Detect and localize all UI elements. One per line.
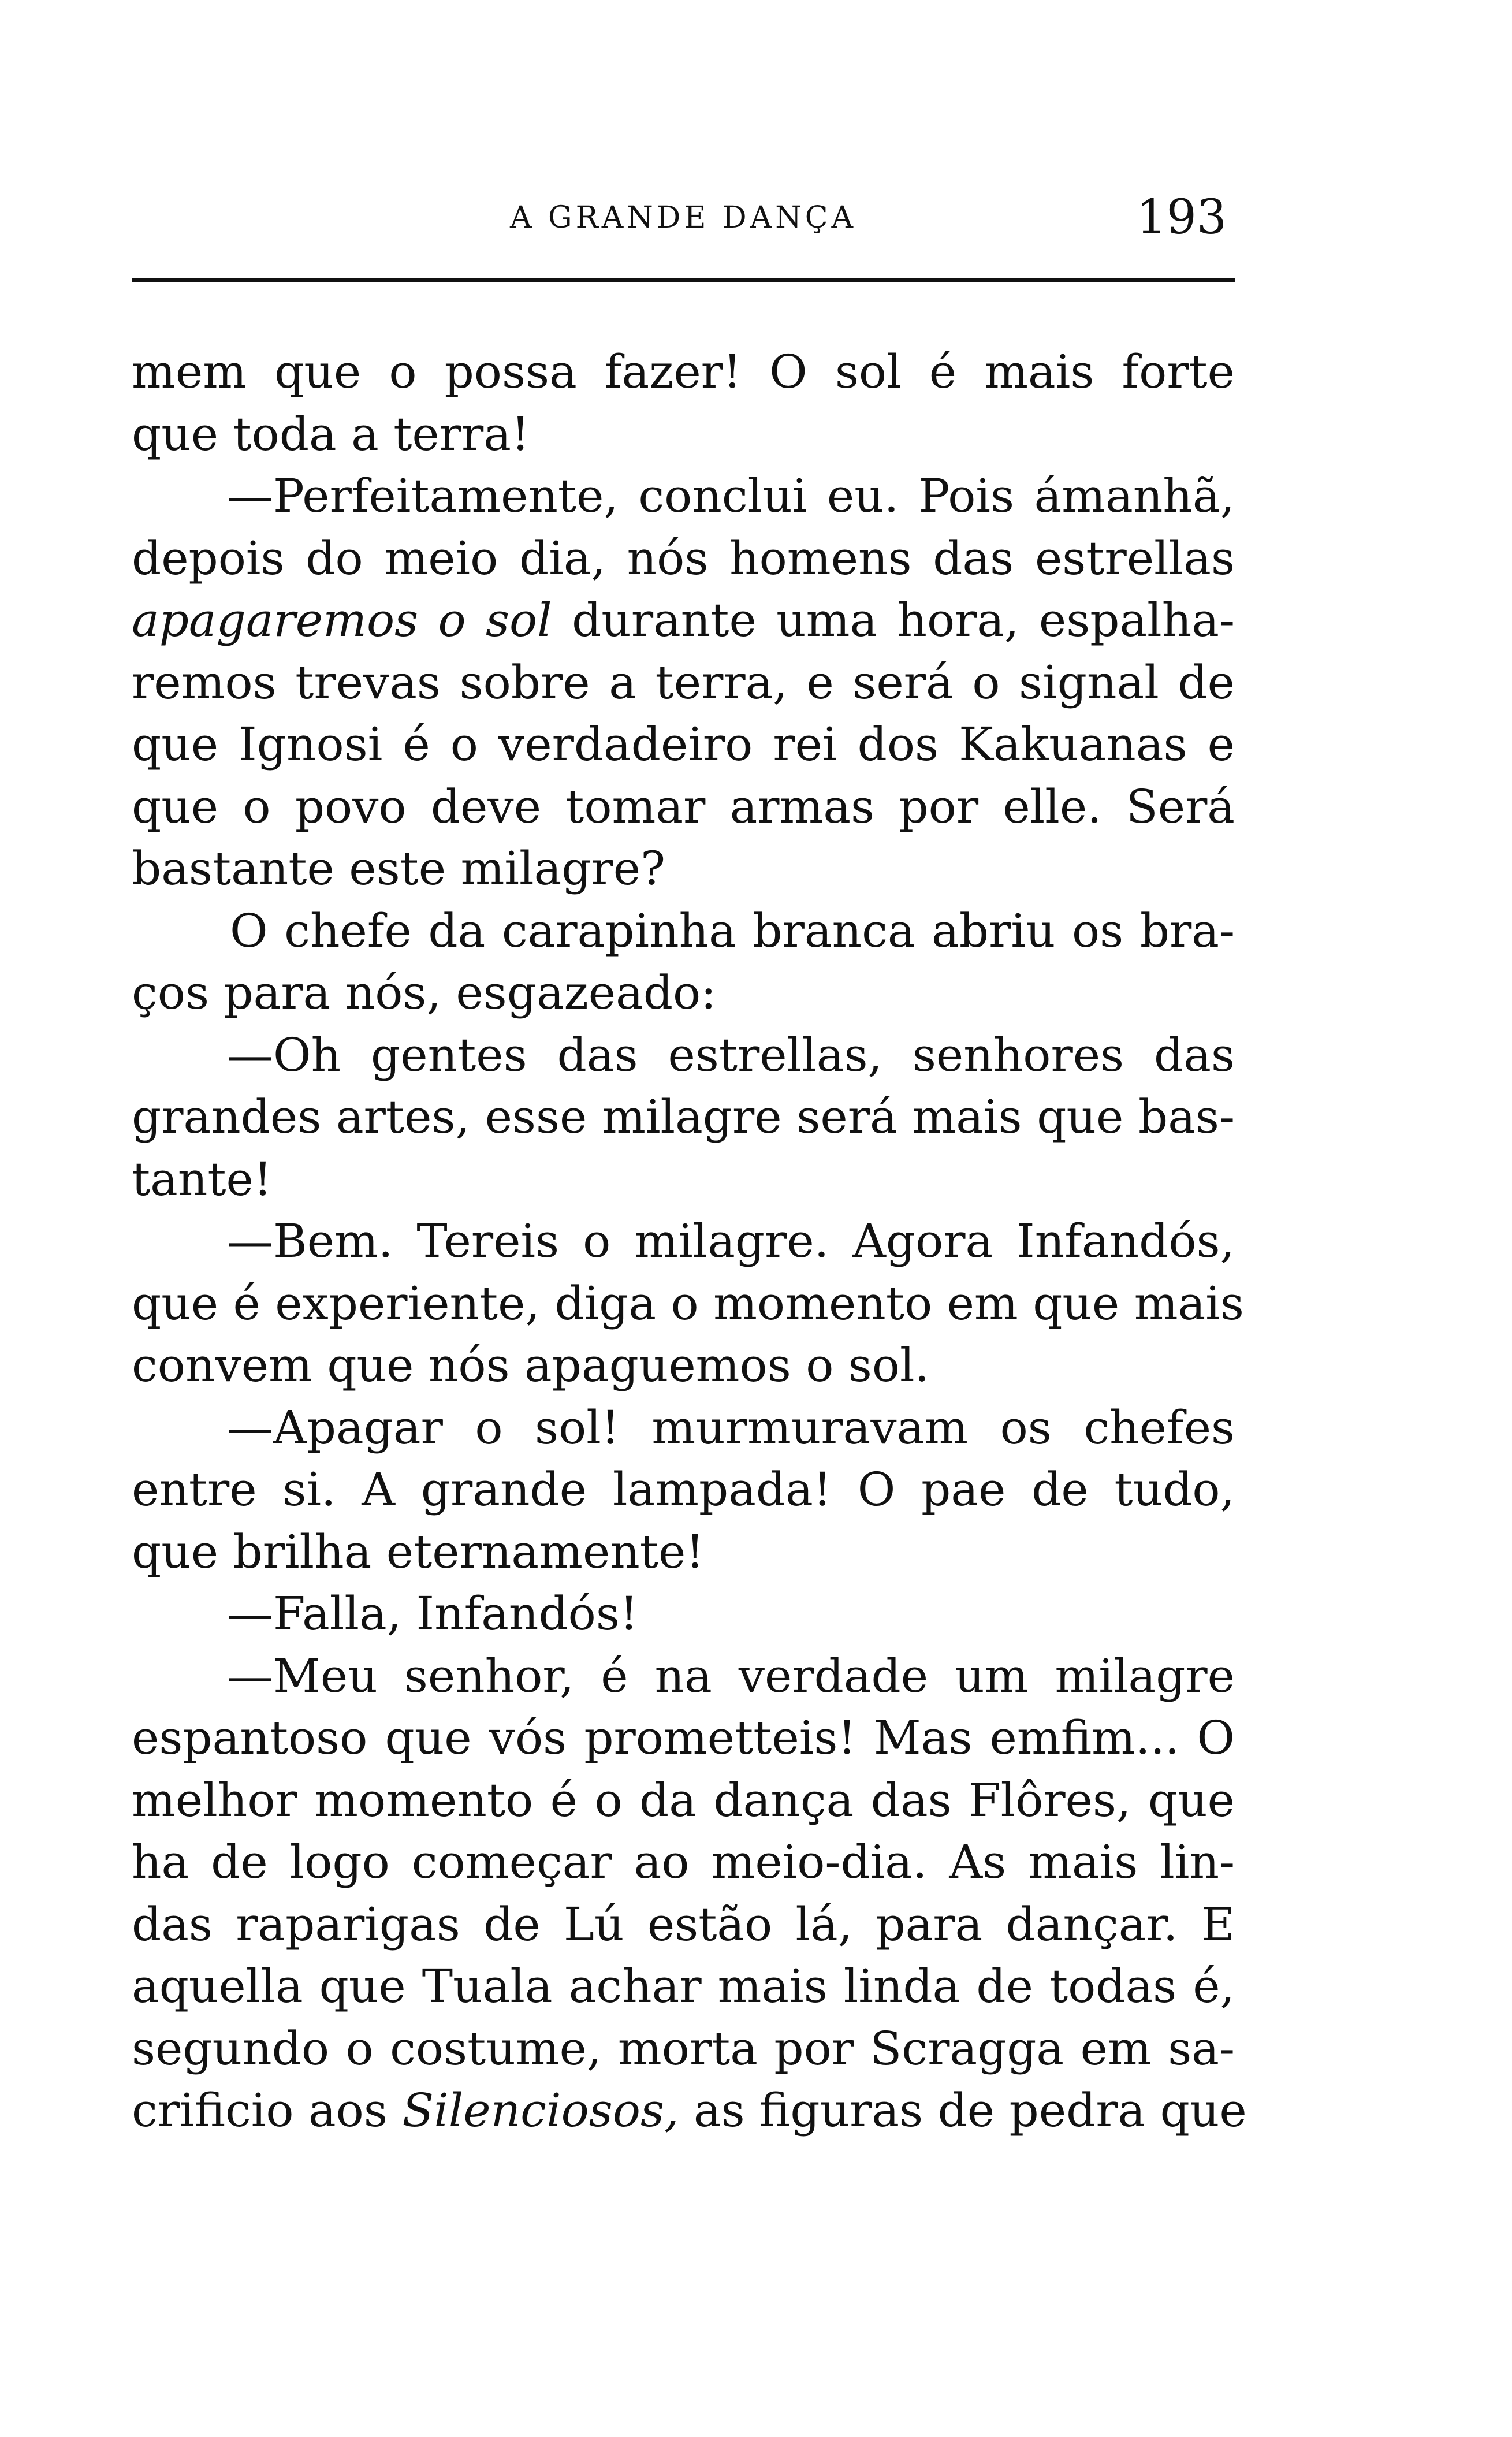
text-line: ços para nós, esgazeado: xyxy=(132,966,717,1020)
text-line: entre si. A grande lampada! O pae de tudo, xyxy=(132,1463,1235,1516)
body-text xyxy=(132,341,1247,2142)
text-line: bastante este milagre? xyxy=(132,842,665,895)
text-segment: durante uma hora, espalha- xyxy=(552,593,1235,647)
text-line: ha de logo começar ao meio-dia. As mais lin- xyxy=(132,1835,1235,1889)
text-line xyxy=(132,2079,1247,2142)
text-line: O chefe da carapinha branca abriu os bra- xyxy=(230,903,1235,958)
running-title: A GRANDE DANÇA xyxy=(509,200,857,235)
text-line: melhor momento é o da dança das Flôres, que xyxy=(132,1773,1235,1827)
text-line: que Ignosi é o verdadeiro rei dos Kakuanas e xyxy=(132,717,1235,771)
text-line: —Meu senhor, é na verdade um milagre xyxy=(227,1649,1235,1703)
text-segment: crificio aos xyxy=(132,2083,403,2137)
text-line: que o povo deve tomar armas por elle. Será xyxy=(132,779,1235,834)
text-line: segundo o costume, morta por Scragga em sa- xyxy=(132,2021,1235,2075)
text-segment: as figuras de pedra que xyxy=(679,2083,1247,2137)
header-rule xyxy=(132,278,1235,282)
text-line: depois do meio dia, nós homens das estrellas xyxy=(132,531,1235,585)
text-line: das raparigas de Lú estão lá, para dançar. E xyxy=(132,1897,1235,1951)
text-line: —Oh gentes das estrellas, senhores das xyxy=(227,1028,1235,1082)
italic-text: apagaremos o sol xyxy=(132,593,552,647)
text-line: que é experiente, diga o momento em que mais xyxy=(132,1276,1244,1330)
text-line: —Perfeitamente, conclui eu. Pois ámanhã, xyxy=(227,469,1235,523)
text-line: —Bem. Tereis o milagre. Agora Infandós, xyxy=(227,1214,1235,1268)
text-line: —Apagar o sol! murmuravam os chefes xyxy=(227,1400,1235,1454)
text-line: remos trevas sobre a terra, e será o signal de xyxy=(132,655,1235,709)
running-head xyxy=(132,186,1235,250)
text-line: que toda a terra! xyxy=(132,407,530,461)
text-line xyxy=(132,589,1235,652)
text-line: mem que o possa fazer! O sol é mais forte xyxy=(132,345,1235,399)
text-line: espantoso que vós prometteis! Mas emfim... O xyxy=(132,1711,1235,1765)
text-line: que brilha eternamente! xyxy=(132,1524,705,1579)
text-line: —Falla, Infandós! xyxy=(227,1587,639,1640)
text-line: grandes artes, esse milagre será mais que bas- xyxy=(132,1090,1235,1144)
text-line: aquella que Tuala achar mais linda de todas é, xyxy=(132,1959,1235,2013)
page-number: 193 xyxy=(1136,190,1227,245)
italic-text: Silenciosos, xyxy=(402,2083,679,2137)
text-line: tante! xyxy=(132,1152,273,1206)
text-line: convem que nós apaguemos o sol. xyxy=(132,1338,930,1392)
